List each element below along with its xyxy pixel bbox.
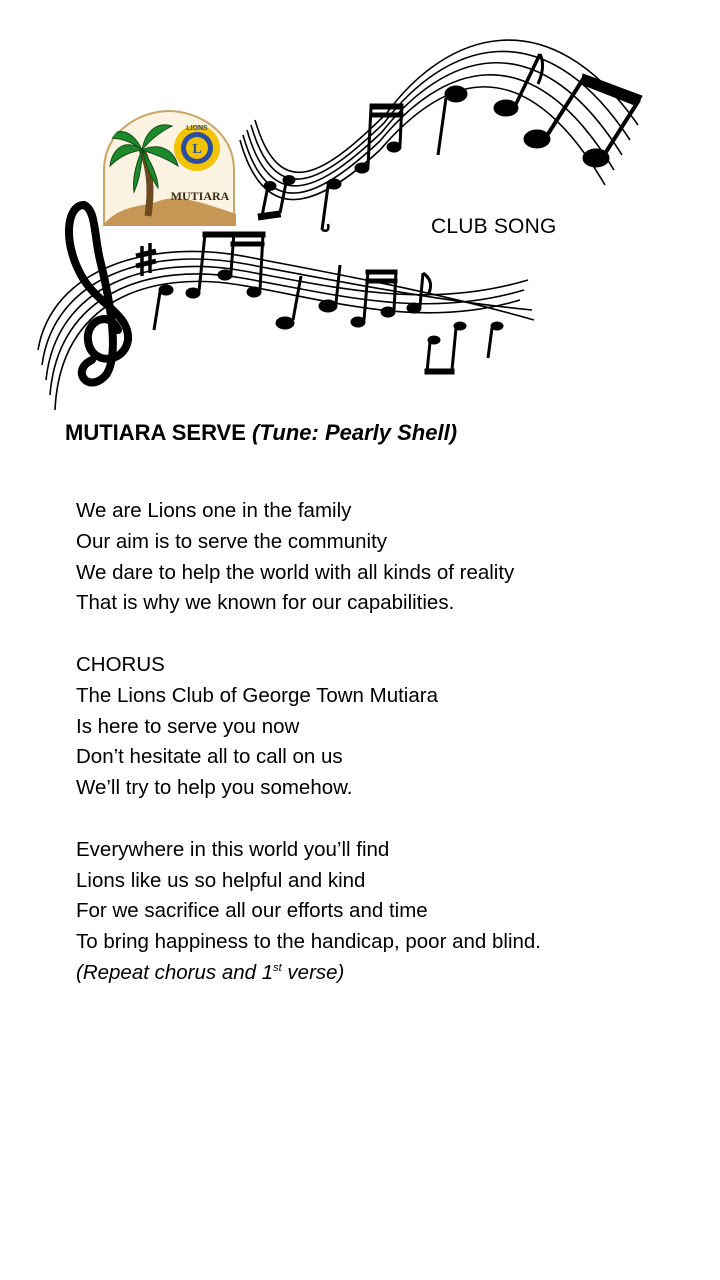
lions-badge-letter: L: [192, 142, 202, 157]
song-lyrics: [76, 496, 696, 989]
lyric-line: The Lions Club of George Town Mutiara: [76, 683, 438, 707]
song-title-name: MUTIARA SERVE: [65, 420, 246, 445]
repeat-note-text: (Repeat chorus and 1: [76, 960, 274, 984]
song-tune: (Tune: Pearly Shell): [252, 420, 458, 445]
club-song-heading: CLUB SONG: [431, 215, 557, 238]
upper-staff-lines: [240, 40, 638, 199]
lyric-line: Is here to serve you now: [76, 714, 300, 738]
lyric-line: That is why we known for our capabilities.: [76, 591, 455, 615]
song-title: [65, 420, 457, 446]
chorus: [76, 650, 696, 804]
club-logo: [102, 108, 236, 226]
lyric-line: Lions like us so helpful and kind: [76, 868, 366, 892]
verse-2: [76, 835, 696, 989]
lyric-line: Everywhere in this world you’ll find: [76, 837, 390, 861]
verse-1: [76, 496, 696, 619]
chorus-label: CHORUS: [76, 652, 165, 676]
logo-name: MUTIARA: [170, 189, 230, 203]
lyric-line: Our aim is to serve the community: [76, 529, 388, 553]
lyric-line: We dare to help the world with all kinds of reality: [76, 560, 515, 584]
lions-badge-text: LIONS: [186, 125, 208, 132]
repeat-note-text-end: verse): [281, 960, 345, 984]
treble-clef-icon: [69, 205, 128, 383]
lyric-line: For we sacrifice all our efforts and time: [76, 899, 428, 923]
repeat-note-superscript: st: [273, 962, 282, 975]
upper-staff-notes: [258, 54, 642, 231]
lyric-line: Don’t hesitate all to call on us: [76, 745, 343, 769]
lyric-line: We are Lions one in the family: [76, 499, 352, 522]
lyric-line: To bring happiness to the handicap, poor and blind.: [76, 930, 542, 954]
lyric-line: We’ll try to help you somehow.: [76, 776, 353, 800]
repeat-note: [76, 958, 696, 989]
